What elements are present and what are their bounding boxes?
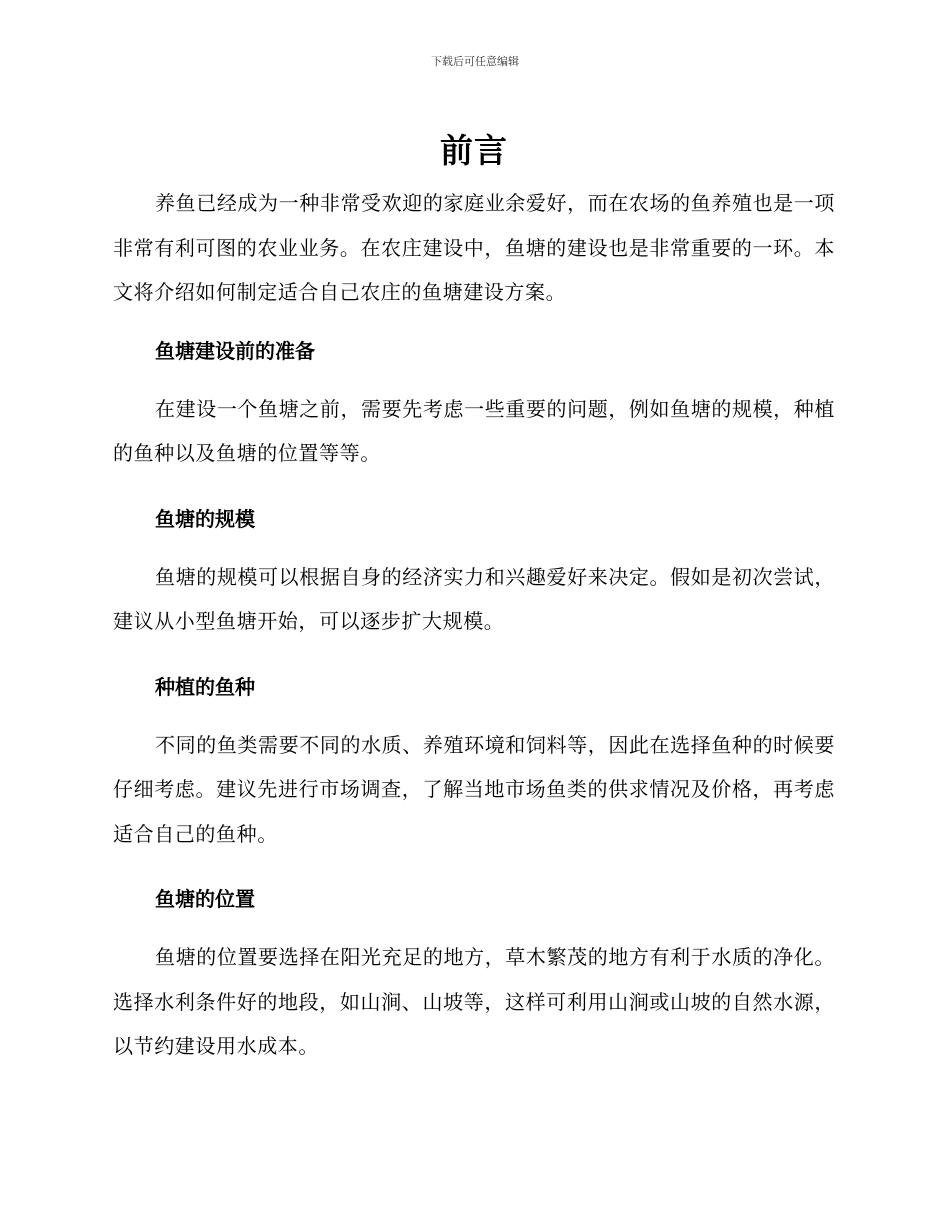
section-body-fish-species: 不同的鱼类需要不同的水质、养殖环境和饲料等，因此在选择鱼种的时候要仔细考虑。建议先进行市场调查，了解当地市场鱼类的供求情况及价格，再考虑适合自己的鱼种。 bbox=[113, 732, 835, 846]
header-note: 下载后可任意编辑 bbox=[431, 55, 519, 68]
section-heading-scale: 鱼塘的规模 bbox=[155, 506, 255, 531]
section-body-preparation: 在建设一个鱼塘之前，需要先考虑一些重要的问题，例如鱼塘的规模，种植的鱼种以及鱼塘的位置等等。 bbox=[113, 396, 835, 465]
section-body-scale: 鱼塘的规模可以根据自身的经济实力和兴趣爱好来决定。假如是初次尝试，建议从小型鱼塘开始，可以逐步扩大规模。 bbox=[113, 564, 835, 633]
section-body-location: 鱼塘的位置要选择在阳光充足的地方，草木繁茂的地方有利于水质的净化。选择水利条件好的地段，如山涧、山坡等，这样可利用山涧或山坡的自然水源，以节约建设用水成本。 bbox=[113, 945, 835, 1058]
document-title: 前言 bbox=[440, 131, 508, 170]
intro-paragraph: 养鱼已经成为一种非常受欢迎的家庭业余爱好，而在农场的鱼养殖也是一项非常有利可图的农业业务。在农庄建设中，鱼塘的建设也是非常重要的一环。本文将介绍如何制定适合自己农庄的鱼塘建设方案。 bbox=[113, 191, 835, 304]
section-heading-location: 鱼塘的位置 bbox=[155, 887, 255, 911]
section-heading-fish-species: 种植的鱼种 bbox=[155, 674, 255, 699]
section-heading-preparation: 鱼塘建设前的准备 bbox=[155, 338, 315, 363]
document-body bbox=[113, 128, 835, 1069]
